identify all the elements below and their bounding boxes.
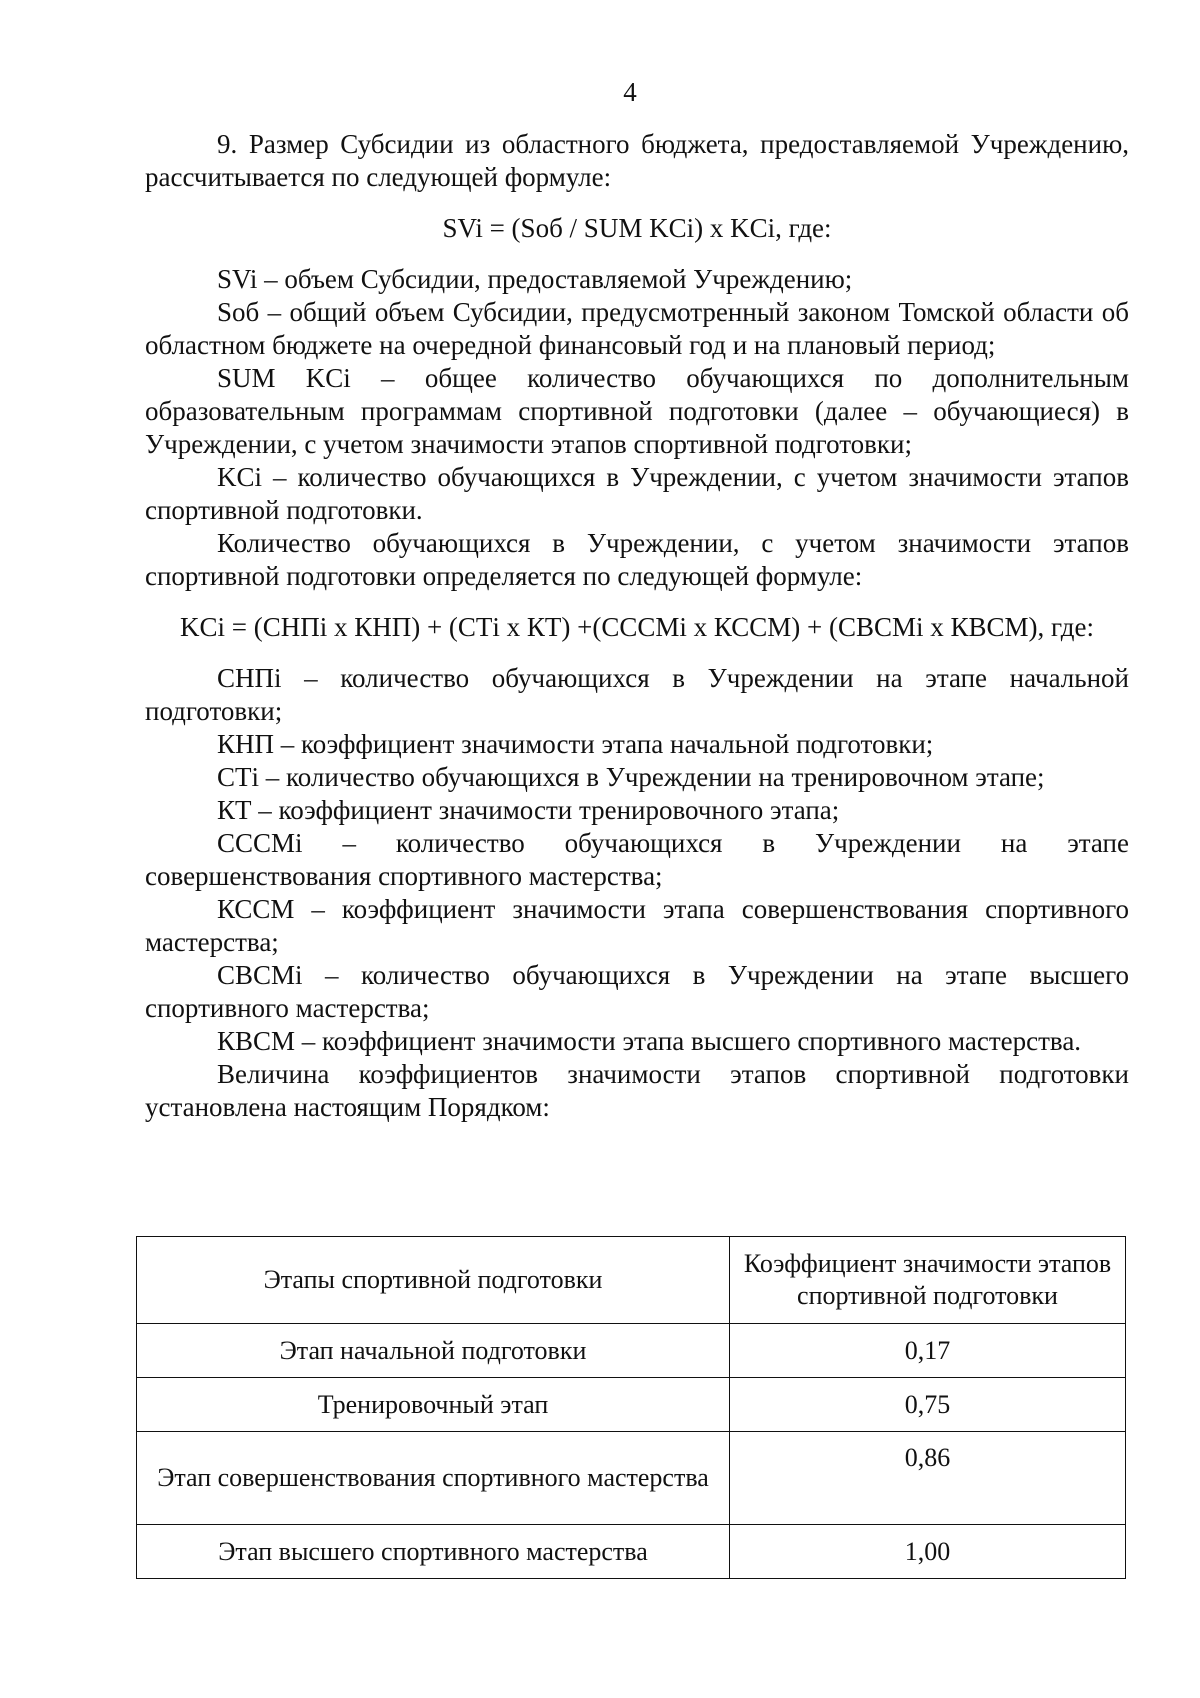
stage-coefficient: 0,17 — [730, 1324, 1126, 1378]
definition-sob: Sоб – общий объем Субсидии, предусмотренный законом Томской области об областном бюджете на очередной финансовый год и на плановый период; — [145, 297, 1129, 360]
definition-sum-kci: SUM KCi – общее количество обучающихся по дополнительным образовательным программам спортивной подготовки (далее – обучающиеся) в Учреждении, с учетом значимости этапов спортивной подготовки; — [145, 363, 1129, 459]
document-body — [145, 128, 1129, 1124]
coefficients-table — [136, 1236, 1126, 1579]
table-row — [137, 1432, 1126, 1525]
stage-coefficient: 0,86 — [730, 1432, 1126, 1525]
definition-svi: SVi – объем Субсидии, предоставляемой Учреждению; — [217, 264, 853, 294]
table-header-row — [137, 1237, 1126, 1324]
definition-snpi: СНПi – количество обучающихся в Учреждении на этапе начальной подготовки; — [145, 663, 1129, 726]
definition-svsmi: СВСМi – количество обучающихся в Учреждении на этапе высшего спортивного мастерства; — [145, 960, 1129, 1023]
stage-name: Этап начальной подготовки — [137, 1324, 730, 1378]
definition-kvsm: КВСМ – коэффициент значимости этапа высшего спортивного мастерства. — [217, 1026, 1082, 1056]
paragraph-9: 9. Размер Субсидии из областного бюджета, предоставляемой Учреждению, рассчитывается по следующей формуле: — [145, 129, 1129, 192]
page-number: 4 — [623, 77, 637, 107]
formula-subsidy: SVi = (Sоб / SUM KCi) x KCi, где: — [442, 213, 832, 243]
definition-kci: KCi – количество обучающихся в Учреждении, с учетом значимости этапов спортивной подготовки. — [145, 462, 1129, 525]
table-row — [137, 1525, 1126, 1579]
stage-coefficient: 0,75 — [730, 1378, 1126, 1432]
table-row — [137, 1378, 1126, 1432]
stage-name: Этап высшего спортивного мастерства — [137, 1525, 730, 1579]
paragraph-kci-intro: Количество обучающихся в Учреждении, с учетом значимости этапов спортивной подготовки определяется по следующей формуле: — [145, 528, 1129, 591]
formula-kci: KCi = (СНПi x КНП) + (СТi x КТ) +(СССМi x КССМ) + (СВСМi x КВСМ), где: — [179, 612, 1095, 642]
definition-kssm: КССМ – коэффициент значимости этапа совершенствования спортивного мастерства; — [145, 894, 1129, 957]
definition-sti: СТi – количество обучающихся в Учреждении на тренировочном этапе; — [217, 762, 1045, 792]
header-stages: Этапы спортивной подготовки — [137, 1237, 730, 1324]
stage-name: Тренировочный этап — [137, 1378, 730, 1432]
paragraph-coefficients-intro: Величина коэффициентов значимости этапов спортивной подготовки установлена настоящим Порядком: — [145, 1059, 1129, 1122]
definition-sssmi: СССМi – количество обучающихся в Учреждении на этапе совершенствования спортивного мастерства; — [145, 828, 1129, 891]
definition-kt: КТ – коэффициент значимости тренировочного этапа; — [217, 795, 840, 825]
stage-name: Этап совершенствования спортивного мастерства — [137, 1432, 730, 1525]
header-coefficient: Коэффициент значимости этапов спортивной подготовки — [730, 1237, 1126, 1324]
definition-knp: КНП – коэффициент значимости этапа начальной подготовки; — [217, 729, 934, 759]
table-row — [137, 1324, 1126, 1378]
stage-coefficient: 1,00 — [730, 1525, 1126, 1579]
